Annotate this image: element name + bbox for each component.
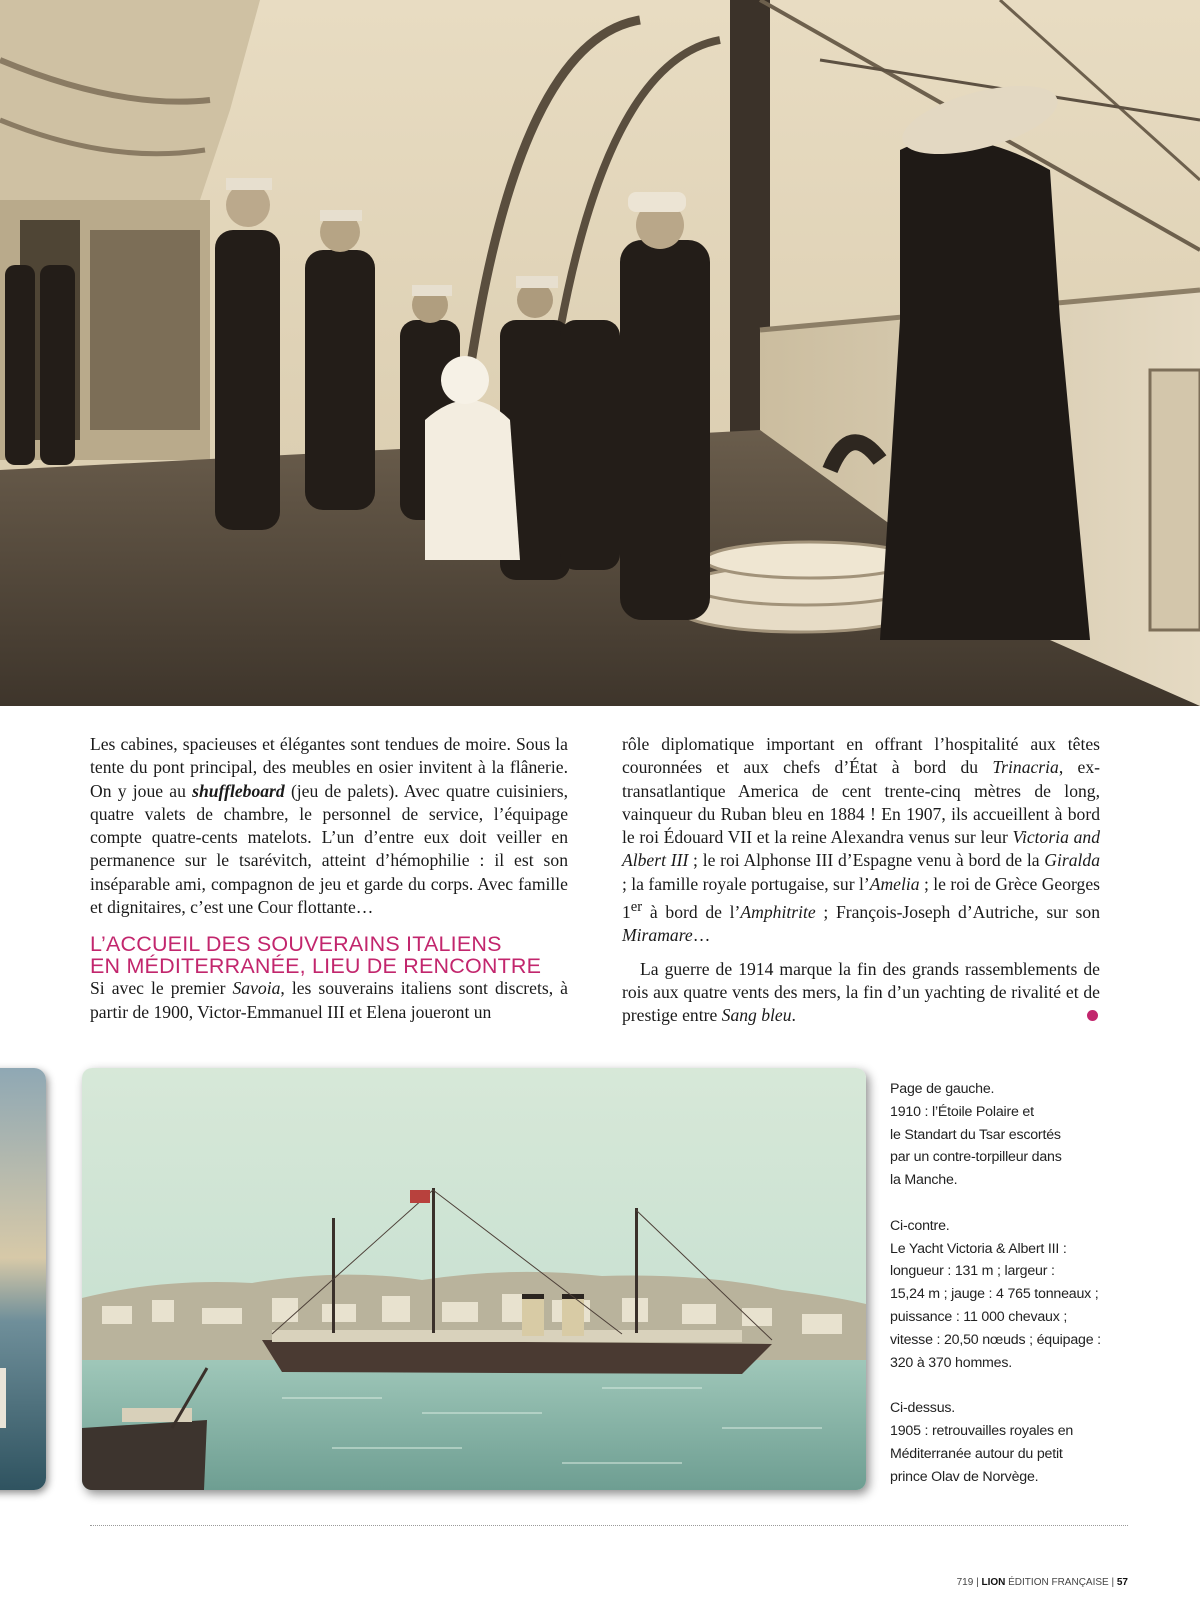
section-heading-line2: EN MÉDITERRANÉE, LIEU DE RENCONTRE <box>90 954 542 979</box>
deck-photo-illustration <box>0 0 1200 706</box>
magazine-brand: LION <box>981 1577 1006 1588</box>
top-photo-royal-deck <box>0 0 1200 706</box>
postcard-victoria-albert-yacht <box>82 1068 866 1490</box>
footer-divider <box>90 1525 1128 1526</box>
article-paragraph-cabins: Les cabines, spacieuses et élégantes sont tendues de moire. Sous la tente du pont principal, des meubles en osier invitent à la flânerie. On y joue au shuffleboard (jeu de palets). Avec quatre cuisiniers, quatre valets de chambre, le personnel de service, l’équipage compte quatre-cents matelots. L’un d’entre eux doit veiller en permanence sur le tsarévitch, atteint d’hémophilie : il est son inséparable ami, compagnon de jeu et garde du corps. Avec famille et dignitaires, c’est une Cour flottante… <box>90 734 568 918</box>
yacht-harbour-illustration <box>82 1068 866 1490</box>
photo-caption <box>890 1078 1160 1511</box>
sea-postcard-illustration <box>0 1068 46 1490</box>
section-heading-line1: L’ACCUEIL DES SOUVERAINS ITALIENS <box>90 932 502 957</box>
article-paragraph-savoia: Si avec le premier Savoia, les souverains italiens sont discrets, à partir de 1900, Victor-Emmanuel III et Elena joueront un <box>90 978 568 1022</box>
pink-dot-icon <box>1087 1010 1098 1021</box>
postcard-left-partial <box>0 1068 46 1490</box>
article-column-left <box>90 733 568 1024</box>
issue-number: 719 <box>956 1577 974 1588</box>
page-footer: 719 | LION ÉDITION FRANÇAISE | 57 <box>956 1577 1128 1588</box>
article-column-right <box>622 733 1100 1027</box>
section-heading <box>90 933 568 977</box>
caption-block-yacht-specs: Ci-contre. Le Yacht Victoria & Albert III : longueur : 131 m ; largeur : 15,24 m ; jauge : 4 765 tonneaux ; puissance : 11 000 chevaux ; vitesse : 20,50 nœuds ; équipage : 320 à 370 hommes. <box>890 1217 1101 1371</box>
edition-label: ÉDITION FRANÇAISE <box>1005 1577 1109 1588</box>
article-paragraph-conclusion: La guerre de 1914 marque la fin des grands rassemblements de rois aux quatre vents des mers, la fin d’un yachting de rivalité et de prestige entre Sang bleu. <box>622 958 1100 1026</box>
caption-block-left-page: Page de gauche. 1910 : l’Étoile Polaire et le Standart du Tsar escortés par un contre-torpilleur dans la Manche. <box>890 1081 1062 1189</box>
caption-block-above: Ci-dessus. 1905 : retrouvailles royales en Méditerranée autour du petit prince Olav de Norvège. <box>890 1400 1074 1485</box>
page-number: 57 <box>1116 1577 1128 1588</box>
article-paragraph-diplomacy: rôle diplomatique important en offrant l’hospitalité aux têtes couronnées et aux chefs d’État à bord du Trinacria, ex-transatlantique America de cent trente-cinq mètres de long, vainqueur du Ruban bleu en 1884 ! En 1907, ils accueillent à bord le roi Édouard VII et la reine Alexandra venus sur leur Victoria and Albert III ; le roi Alphonse III d’Espagne venu à bord de la Giralda ; la famille royale portugaise, sur l’Amelia ; le roi de Grèce Georges 1er à bord de l’Amphitrite ; François-Joseph d’Autriche, sur son Miramare… <box>622 734 1101 946</box>
